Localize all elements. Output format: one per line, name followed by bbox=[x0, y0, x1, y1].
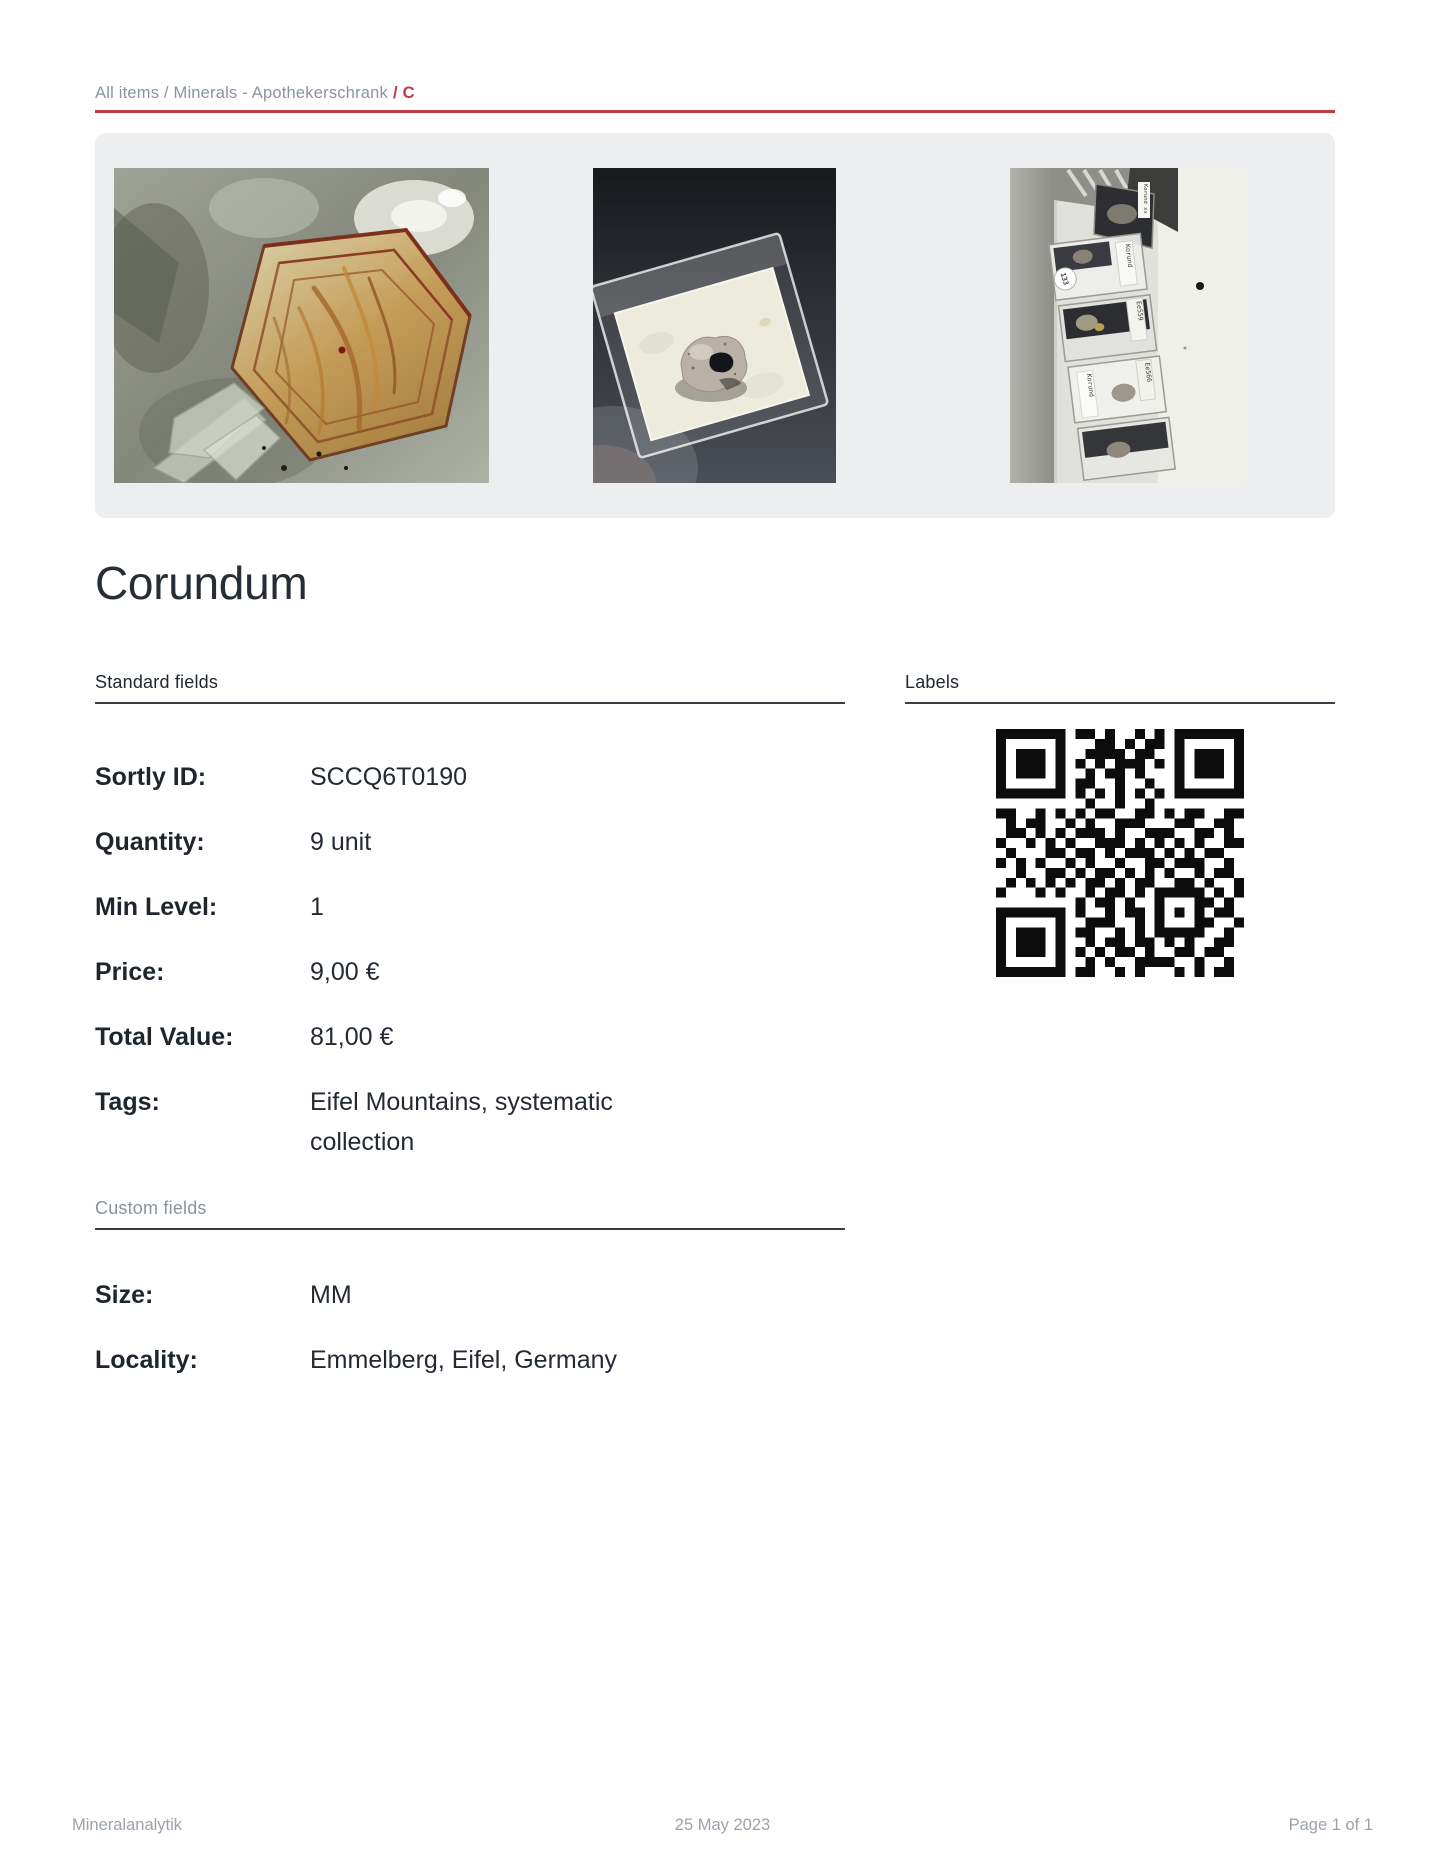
field-label: Tags: bbox=[95, 1088, 160, 1116]
field-value: 9 unit bbox=[310, 828, 372, 856]
box-label-code-a: Ee559 bbox=[1134, 300, 1146, 322]
field-label: Min Level: bbox=[95, 893, 218, 921]
labels-heading: Labels bbox=[905, 672, 1335, 704]
photo-slot-1 bbox=[95, 133, 508, 518]
labels-section bbox=[905, 672, 1335, 977]
qr-code bbox=[905, 729, 1335, 977]
page-footer bbox=[72, 1816, 1373, 1835]
field-row-tags bbox=[95, 1082, 845, 1162]
photo-storage-shelf bbox=[1010, 168, 1246, 483]
box-label-korund-b: Korund bbox=[1085, 373, 1097, 398]
custom-fields-heading: Custom fields bbox=[95, 1198, 845, 1230]
field-row-min-level bbox=[95, 887, 845, 927]
standard-fields-heading: Standard fields bbox=[95, 672, 845, 704]
box-label-top: Korund xx bbox=[1142, 184, 1149, 214]
field-value: 9,00 € bbox=[310, 958, 380, 986]
photo-specimen-box bbox=[593, 168, 836, 483]
breadcrumb-current: / C bbox=[393, 84, 415, 102]
field-row-locality bbox=[95, 1340, 845, 1380]
standard-fields-section bbox=[95, 672, 845, 1405]
standard-fields-list bbox=[95, 757, 845, 1162]
box-label-korund-a: Korund bbox=[1123, 243, 1135, 268]
field-row-total-value bbox=[95, 1017, 845, 1057]
box-label-code-b: Ee566 bbox=[1143, 362, 1154, 383]
photos-card bbox=[95, 133, 1335, 518]
field-value: SCCQ6T0190 bbox=[310, 763, 468, 791]
field-value: Emmelberg, Eifel, Germany bbox=[310, 1346, 618, 1374]
qr-code-image bbox=[996, 729, 1244, 977]
field-label: Quantity: bbox=[95, 828, 205, 856]
accent-divider bbox=[95, 110, 1335, 113]
field-row-price bbox=[95, 952, 845, 992]
custom-fields-list bbox=[95, 1275, 845, 1380]
field-label: Total Value: bbox=[95, 1023, 234, 1051]
field-row-size bbox=[95, 1275, 845, 1315]
field-value: MM bbox=[310, 1281, 352, 1309]
photo-crystal-micrograph bbox=[114, 168, 489, 483]
field-label: Size: bbox=[95, 1281, 154, 1309]
footer-app-name: Mineralanalytik bbox=[72, 1816, 183, 1834]
field-label: Locality: bbox=[95, 1346, 198, 1374]
field-row-sortly-id bbox=[95, 757, 845, 797]
photo-slot-3 bbox=[922, 133, 1335, 518]
field-label: Price: bbox=[95, 958, 165, 986]
footer-date: 25 May 2023 bbox=[674, 1816, 771, 1834]
item-title: Corundum bbox=[95, 557, 308, 609]
field-value: Eifel Mountains, systematic collection bbox=[310, 1088, 613, 1156]
breadcrumb-path: All items / Minerals - Apothekerschrank bbox=[95, 84, 388, 102]
field-row-quantity bbox=[95, 822, 845, 862]
footer-page-number: Page 1 of 1 bbox=[1288, 1816, 1373, 1834]
field-value: 1 bbox=[310, 893, 324, 921]
field-label: Sortly ID: bbox=[95, 763, 207, 791]
field-value: 81,00 € bbox=[310, 1023, 394, 1051]
breadcrumb bbox=[95, 84, 415, 103]
box-label-number: 133 bbox=[1058, 271, 1071, 287]
photo-slot-2 bbox=[508, 133, 921, 518]
